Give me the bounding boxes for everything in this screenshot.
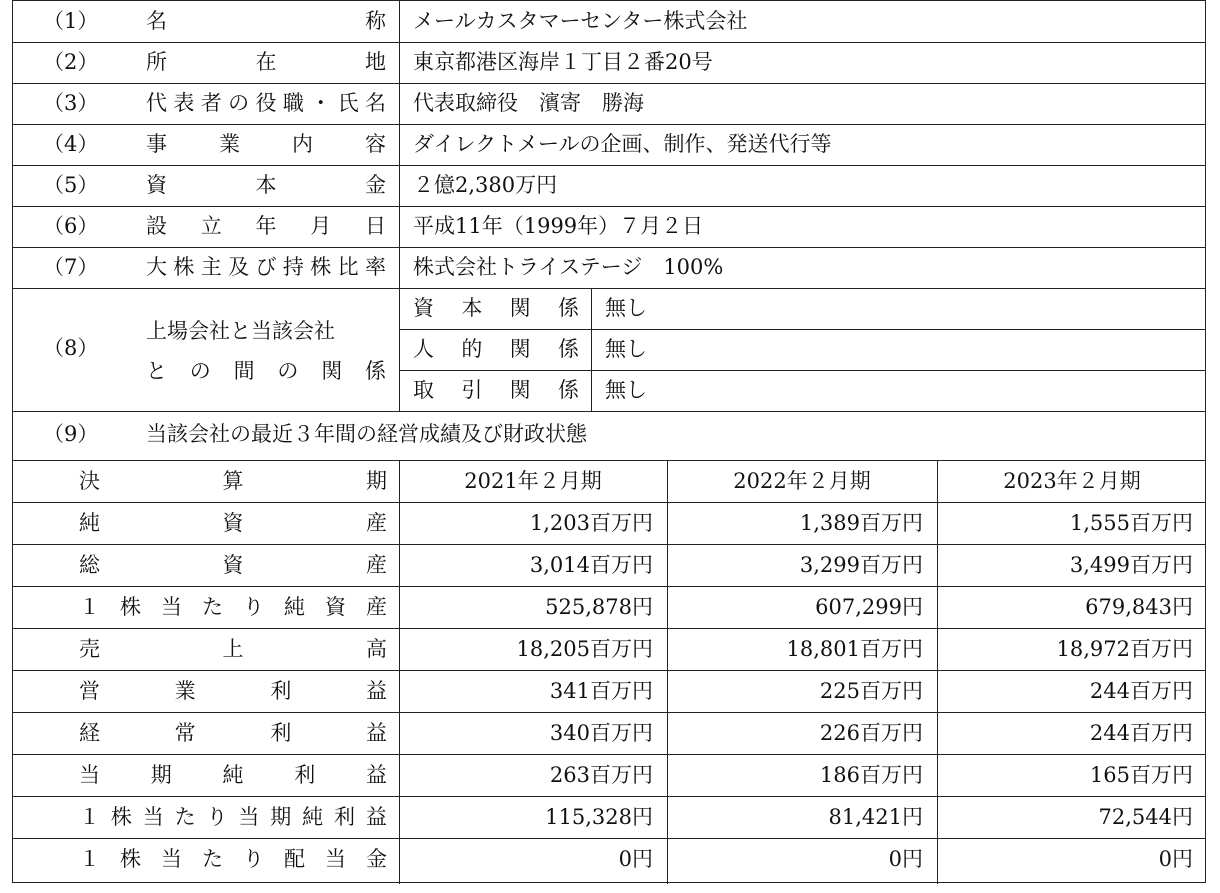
item-number: （2） <box>43 50 99 74</box>
row-divider <box>13 796 1205 797</box>
row-divider <box>13 42 1205 43</box>
item-label: 事 業 内 容 <box>146 132 386 156</box>
financial-row-label: １ 株 当 た り 純 資 産 <box>79 595 387 619</box>
relation-item-label: 資 本 関 係 <box>413 296 579 320</box>
financial-value: 244百万円 <box>1089 679 1193 703</box>
financial-value: 81,421円 <box>828 805 923 829</box>
row-divider <box>13 838 1205 839</box>
item-number: （1） <box>43 9 99 33</box>
column-divider <box>399 1 400 411</box>
financial-value: 18,972百万円 <box>1056 637 1193 661</box>
row-divider <box>13 247 1205 248</box>
row-divider <box>13 411 1205 412</box>
financial-value: 115,328円 <box>545 805 653 829</box>
row-divider <box>13 712 1205 713</box>
row-divider <box>13 670 1205 671</box>
item-label: 名 称 <box>146 9 386 33</box>
item-value: 平成11年（1999年）７月２日 <box>413 214 704 238</box>
row-divider <box>13 754 1205 755</box>
item-number: （5） <box>43 173 99 197</box>
column-divider <box>667 460 668 884</box>
financial-value: 0円 <box>888 847 923 871</box>
relation-item-value: 無し <box>605 337 647 361</box>
row-divider <box>13 586 1205 587</box>
row-divider <box>13 165 1205 166</box>
row-divider <box>399 370 1205 371</box>
item-value: 株式会社トライステージ 100% <box>413 255 724 279</box>
financial-value: 3,499百万円 <box>1069 553 1193 577</box>
period-header: 2023年２月期 <box>1003 469 1141 493</box>
item-value: ダイレクトメールの企画、制作、発送代行等 <box>413 132 832 156</box>
item-value: 代表取締役 濱寄 勝海 <box>413 91 644 115</box>
column-divider <box>937 460 938 884</box>
relation-label-line1: 上場会社と当該会社 <box>146 319 335 343</box>
row-divider <box>13 124 1205 125</box>
financial-value: 3,299百万円 <box>799 553 923 577</box>
financial-value: 263百万円 <box>549 763 653 787</box>
financial-row-label: １ 株 当 た り 当 期 純 利 益 <box>79 805 387 829</box>
period-header: 2022年２月期 <box>733 469 871 493</box>
item-label: 代 表 者 の 役 職 ・ 氏 名 <box>146 91 386 115</box>
financial-value: 18,801百万円 <box>786 637 923 661</box>
financial-row-label: 総 資 産 <box>79 553 387 577</box>
financial-value: 0円 <box>618 847 653 871</box>
financial-value: 340百万円 <box>549 721 653 745</box>
item-label: 設 立 年 月 日 <box>146 214 386 238</box>
financial-title: 当該会社の最近３年間の経営成績及び財政状態 <box>146 422 587 446</box>
financial-value: 3,014百万円 <box>529 553 653 577</box>
row-divider <box>13 83 1205 84</box>
row-divider <box>399 329 1205 330</box>
row-divider <box>13 544 1205 545</box>
financial-value: 226百万円 <box>819 721 923 745</box>
relation-item-value: 無し <box>605 378 647 402</box>
financial-value: 225百万円 <box>819 679 923 703</box>
item-number: （6） <box>43 214 99 238</box>
financial-row-label: 純 資 産 <box>79 511 387 535</box>
financial-value: 165百万円 <box>1089 763 1193 787</box>
financial-value: 525,878円 <box>545 595 653 619</box>
financial-row-label: 経 常 利 益 <box>79 721 387 745</box>
relation-item-label: 取 引 関 係 <box>413 378 579 402</box>
company-overview-table <box>12 0 1206 883</box>
item-value: ２億2,380万円 <box>413 173 558 197</box>
item-number: （4） <box>43 132 99 156</box>
item-label: 資 本 金 <box>146 173 386 197</box>
financial-value: 1,555百万円 <box>1069 511 1193 535</box>
financial-value: 186百万円 <box>819 763 923 787</box>
financial-row-label: 営 業 利 益 <box>79 679 387 703</box>
item-number: （9） <box>43 422 99 446</box>
financial-value: 607,299円 <box>815 595 923 619</box>
financial-value: 72,544円 <box>1098 805 1193 829</box>
row-divider <box>13 628 1205 629</box>
item-number: （8） <box>43 336 99 360</box>
row-divider <box>13 460 1205 461</box>
financial-value: 0円 <box>1158 847 1193 871</box>
row-divider <box>13 288 1205 289</box>
financial-row-label: １ 株 当 た り 配 当 金 <box>79 847 387 871</box>
relation-item-label: 人 的 関 係 <box>413 337 579 361</box>
item-value: メールカスタマーセンター株式会社 <box>413 9 748 33</box>
column-divider <box>399 460 400 884</box>
relation-item-value: 無し <box>605 296 647 320</box>
row-divider <box>13 502 1205 503</box>
period-header: 2021年２月期 <box>464 469 602 493</box>
financial-value: 679,843円 <box>1085 595 1193 619</box>
item-value: 東京都港区海岸１丁目２番20号 <box>413 50 713 74</box>
financial-value: 1,203百万円 <box>529 511 653 535</box>
financial-value: 1,389百万円 <box>799 511 923 535</box>
item-number: （3） <box>43 91 99 115</box>
financial-value: 244百万円 <box>1089 721 1193 745</box>
row-divider <box>13 206 1205 207</box>
relation-label-line2: と の 間 の 関 係 <box>146 359 386 383</box>
column-divider <box>591 288 592 411</box>
period-header-label: 決 算 期 <box>79 469 387 493</box>
item-label: 所 在 地 <box>146 50 386 74</box>
financial-row-label: 売 上 高 <box>79 637 387 661</box>
item-number: （7） <box>43 255 99 279</box>
financial-row-label: 当 期 純 利 益 <box>79 763 387 787</box>
financial-value: 341百万円 <box>549 679 653 703</box>
item-label: 大 株 主 及 び 持 株 比 率 <box>146 255 386 279</box>
financial-value: 18,205百万円 <box>516 637 653 661</box>
